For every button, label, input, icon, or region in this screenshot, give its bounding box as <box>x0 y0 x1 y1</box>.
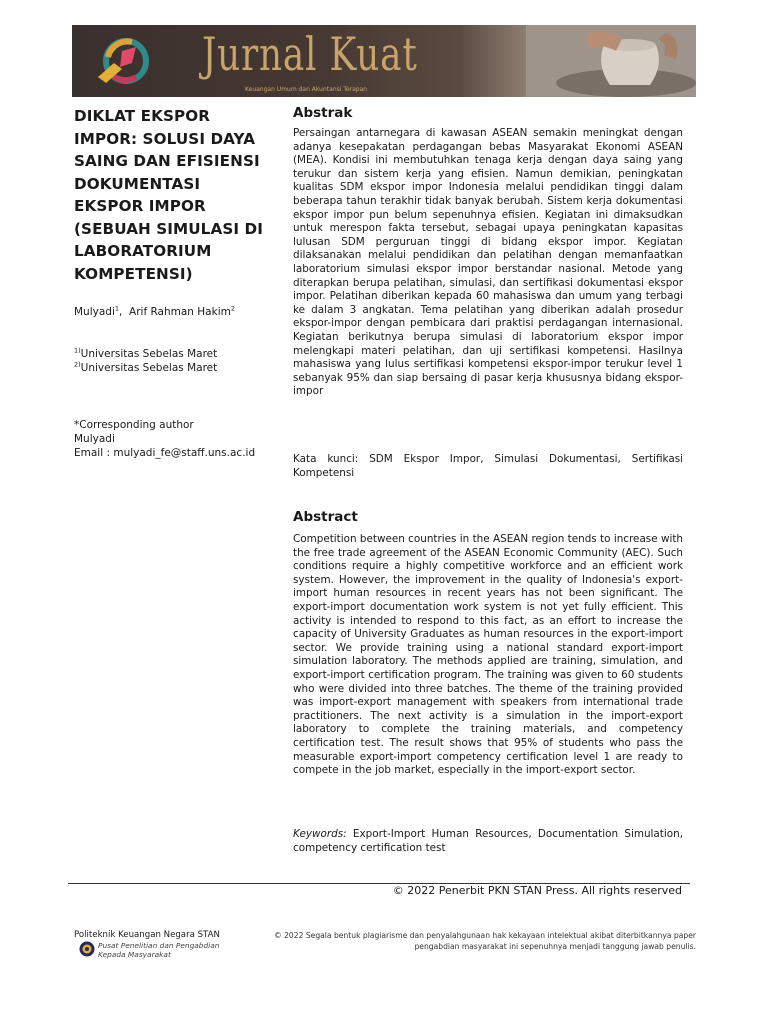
keywords <box>293 828 683 855</box>
institution-emblem-icon <box>79 941 95 957</box>
affiliation-item: $^{1)}$Universitas Sebelas Maret <box>74 346 218 360</box>
affiliation-item: $^{2)}$Universitas Sebelas Maret <box>74 360 218 374</box>
journal-logo-icon <box>92 33 154 89</box>
paper-title: DIKLAT EKSPOR IMPOR: SOLUSI DAYA SAING DAN EFISIENSI DOKUMENTASI EKSPOR IMPOR (SEBUAH SIMULASI DI LABORATORIUM KOMPETENSI) <box>74 107 263 283</box>
abstrak-body: Persaingan antarnegara di kawasan ASEAN semakin meningkat dengan adanya kesepakatan perdagangan bebas Masyarakat Ekonomi ASEAN (MEA). Kondisi ini membutuhkan tenaga kerja dengan daya saing yang terukur dan sistem kerja yang efisien. Namun demikian, peningkatan kualitas SDM ekspor impor Indonesia melalui pendidikan tinggi dalam beberapa tahun terakhir tidak banyak berubah. Sistem kerja dokumentasi ekspor impor pun belum sepenuhnya efisien. Kegiatan ini dimaksudkan untuk merespon fakta tersebut, sebagai upaya peningkatan kapasitas lulusan SDM perguruan tinggi di bidang ekspor impor. Kegiatan dilaksanakan melalui pendidikan dan pelatihan dengan memanfaatkan laboratorium simulasi ekspor impor berstandar nasional. Metode yang diterapkan berupa pelatihan, simulasi, dan sertifikasi dokumentasi ekspor impor. Pelatihan diberikan kepada 60 mahasiswa dan umum yang terbagi ke dalam 3 angkatan. Tema pelatihan yang diberikan adalah prosedur ekspor-impor dengan pembicara dari praktisi perdagangan internasional. Kegiatan berikutnya berupa simulasi di laboratorium ekspor impor melengkapi materi pelatihan, dan uji sertifikasi kompetensi. Hasilnya mahasiswa yang lulus sertifikasi kompetensi ekspor-impor terukur level 1 sebanyak 95% dan siap bersaing di pasar kerja khususnya bidang ekspor-impor <box>293 127 683 398</box>
corresponding-label: *Corresponding author <box>74 419 194 431</box>
kata-kunci: Kata kunci: SDM Ekspor Impor, Simulasi Dokumentasi, Sertifikasi Kompetensi <box>293 453 683 479</box>
author-name: Arif Rahman Hakim <box>129 306 231 318</box>
author-sup: 1 <box>114 304 120 313</box>
pottery-image <box>526 25 696 97</box>
corresponding-author <box>74 418 255 460</box>
keywords-text: Export-Import Human Resources, Documentation Simulation, competency certification test <box>293 828 683 854</box>
copyright-text: © 2022 Penerbit PKN STAN Press. All rights reserved <box>392 884 682 897</box>
institution-block <box>74 930 220 959</box>
institution-unit: Pusat Penelitian dan Pengabdian Kepada Masyarakat <box>98 941 220 959</box>
journal-title: Jurnal Kuat <box>202 27 418 81</box>
journal-banner <box>72 25 696 97</box>
author-sup: 2 <box>230 304 235 313</box>
abstract-body: Competition between countries in the ASEAN region tends to increase with the free trade agreement of the ASEAN Economic Community (AEC). Such conditions require a highly competitive workforce and an efficient work system. However, the improvement in the quality of Indonesia's export-import human resources in recent years has not been significant. The export-import documentation work system is not yet fully efficient. This activity is intended to respond to this fact, as an effort to increase the capacity of University Graduates as human resources in the export-import sector. We provide training using a national standard export-import simulation laboratory. The methods applied are training, simulation, and export-import certification program. The training was given to 60 students who were divided into three batches. The theme of the training provided was import-export management with speakers from international trade practitioners. The next activity is a simulation in the import-export laboratory to complete the training materials, and competency certification test. The result shows that 95% of students who pass the measurable export-import competency certification level 1 are ready to compete in the job market, especially in the import-export sector. <box>293 533 683 777</box>
plagiarism-notice: © 2022 Segala bentuk plagiarisme dan penyalahgunaan hak kekayaan intelektual akibat diterbitkannya paper pengabdian masyarakat ini sepenuhnya menjadi tanggung jawab penulis. <box>274 931 696 951</box>
abstract-heading: Abstract <box>293 509 358 525</box>
abstract-heading-block <box>293 509 358 525</box>
abstrak-heading-block <box>293 105 683 121</box>
keywords-label: Keywords: <box>293 828 347 840</box>
institution-name: Politeknik Keuangan Negara STAN <box>74 930 220 940</box>
author-name: Mulyadi <box>74 306 115 318</box>
corresponding-email[interactable]: Email : mulyadi_fe@staff.uns.ac.id <box>74 447 256 459</box>
title-block <box>74 105 274 285</box>
author-list: Mulyadi$^1$, Arif Rahman Hakim$^2$ <box>74 304 235 318</box>
corresponding-name: Mulyadi <box>74 433 115 445</box>
affiliation-list <box>74 347 217 375</box>
journal-subtitle: Keuangan Umum dan Akuntansi Terapan <box>245 86 368 93</box>
abstrak-heading: Abstrak <box>293 105 353 121</box>
